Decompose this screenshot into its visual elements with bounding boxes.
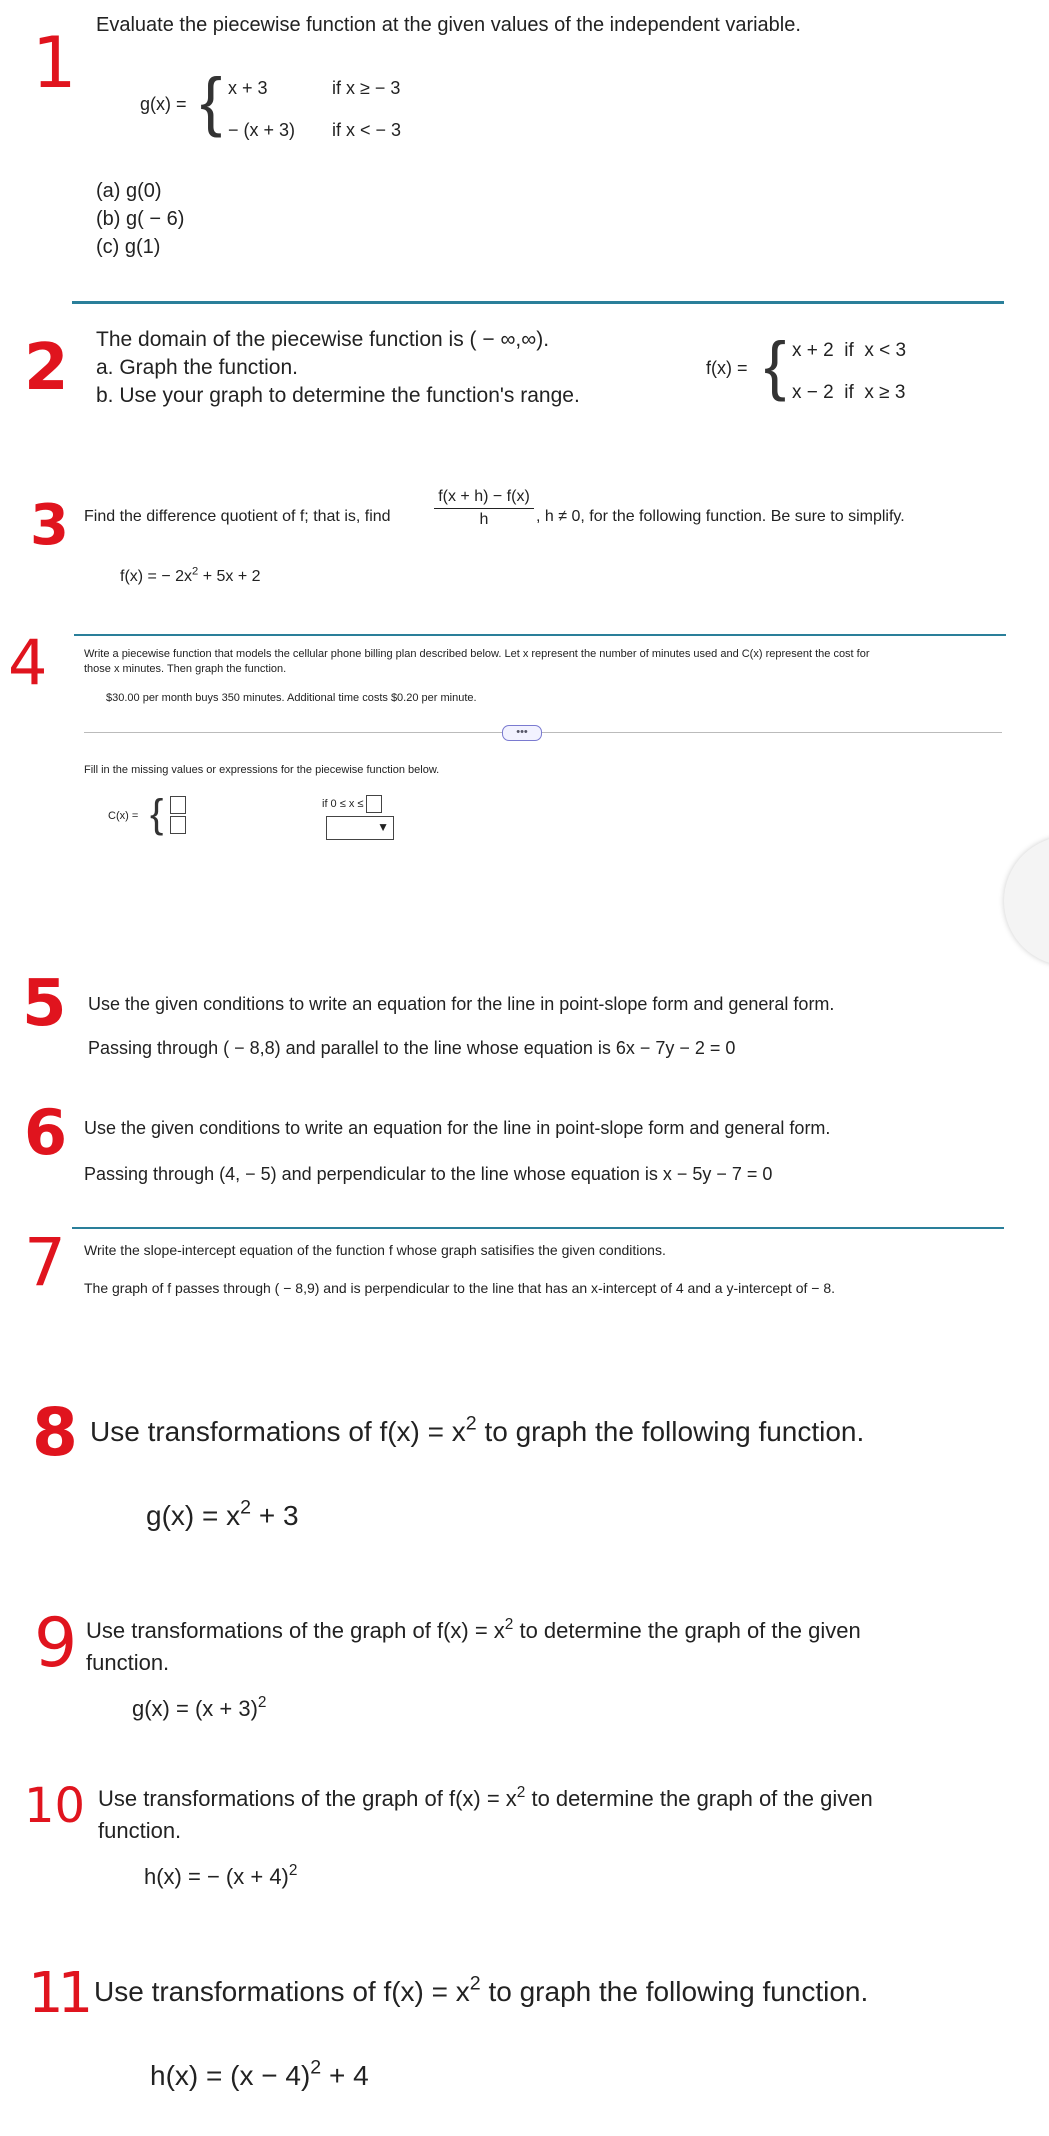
p8-function	[146, 1496, 299, 1532]
p4-case1-condition	[322, 795, 382, 813]
p8-instruction-a: Use transformations of f(x) = x	[90, 1416, 466, 1447]
p10-function-exponent: 2	[288, 1861, 298, 1879]
p9-exponent: 2	[504, 1615, 514, 1633]
problem-number-11: 11	[28, 1961, 88, 2026]
p9-function	[132, 1693, 267, 1722]
problem-number-5: 5	[22, 967, 67, 1041]
p10-line2: function.	[98, 1818, 182, 1843]
p10-instruction	[98, 1783, 873, 1812]
p1-part-a: (a) g(0)	[96, 180, 162, 202]
p3-function-prefix: f(x) = − 2x	[120, 568, 193, 585]
p1-case2-cond: if x < − 3	[332, 120, 402, 140]
problem-number-10: 10	[24, 1778, 86, 1834]
p4-case2-condition-dropdown[interactable]	[326, 816, 394, 840]
p2-brace: {	[764, 328, 787, 402]
p3-numerator: f(x + h) − f(x)	[438, 488, 530, 505]
p8-instruction-b: to graph the following function.	[476, 1416, 865, 1447]
p3-difference-quotient	[434, 488, 534, 529]
p8-exponent: 2	[465, 1412, 477, 1435]
p11-function	[150, 2056, 369, 2092]
problem-number-6: 6	[24, 1096, 68, 1169]
p11-instruction-a: Use transformations of f(x) = x	[94, 1976, 470, 2007]
p1-instruction: Evaluate the piecewise function at the given values of the independent variable.	[96, 14, 801, 36]
p8-function-a: g(x) = x	[146, 1500, 241, 1531]
p1-case1-cond: if x ≥ − 3	[332, 78, 401, 98]
p4-plan: $30.00 per month buys 350 minutes. Additional time costs $0.20 per minute.	[106, 692, 477, 704]
p3-denominator: h	[479, 511, 489, 528]
p11-function-exponent: 2	[310, 2056, 322, 2079]
dropdown-arrow-icon: ▼	[377, 820, 389, 834]
p11-exponent: 2	[469, 1972, 481, 1995]
p2-case2: x − 2 if x ≥ 3	[792, 382, 906, 403]
problem-number-7: 7	[24, 1224, 66, 1301]
divider-3	[72, 1227, 1004, 1229]
p11-instruction	[94, 1972, 869, 2008]
p4-case1-expression-input[interactable]	[170, 796, 186, 814]
p3-text-before: Find the difference quotient of f; that is, find	[84, 508, 391, 525]
p10-function	[144, 1861, 298, 1890]
problem-number-8: 8	[32, 1394, 78, 1471]
p9-instruction-b: to determine the graph of the given	[513, 1618, 861, 1643]
p5-line1: Use the given conditions to write an equation for the line in point-slope form and general form.	[88, 994, 835, 1014]
p9-function-a: g(x) = (x + 3)	[132, 1696, 258, 1721]
p1-part-c: (c) g(1)	[96, 236, 161, 258]
problem-number-2: 2	[24, 331, 69, 405]
p7-line2: The graph of f passes through ( − 8,9) and is perpendicular to the line that has an x-intercept of 4 and a y-intercept of − 8.	[84, 1280, 836, 1296]
p9-line2: function.	[86, 1650, 170, 1675]
p9-function-exponent: 2	[257, 1693, 267, 1711]
p4-brace: {	[150, 792, 164, 836]
p3-function-suffix: + 5x + 2	[198, 568, 261, 585]
p3-function	[120, 565, 261, 586]
p11-function-a: h(x) = (x − 4)	[150, 2060, 311, 2091]
problem-number-4: 4	[8, 626, 48, 699]
divider-2	[74, 634, 1006, 636]
p11-function-b: + 4	[321, 2060, 369, 2091]
problem-number-1: 1	[32, 22, 77, 104]
p8-function-b: + 3	[251, 1500, 299, 1531]
p4-case1-box[interactable]	[170, 796, 186, 814]
p1-case2-expr: − (x + 3)	[228, 120, 296, 140]
expand-more-button[interactable]: •••	[502, 725, 542, 741]
p4-case1-upper-bound-input[interactable]	[366, 795, 382, 813]
p4-case2-box[interactable]	[170, 816, 186, 834]
p10-function-a: h(x) = − (x + 4)	[144, 1864, 289, 1889]
p2-line3: b. Use your graph to determine the function's range.	[96, 384, 580, 407]
p4-line2: those x minutes. Then graph the function.	[84, 663, 287, 675]
p7-line1: Write the slope-intercept equation of the function f whose graph satisifies the given conditions.	[84, 1242, 666, 1258]
p1-part-b: (b) g( − 6)	[96, 208, 185, 230]
p1-case1-expr: x + 3	[228, 78, 268, 98]
p4-case1-condition-text: if 0 ≤ x ≤	[322, 797, 364, 810]
side-scroll-button[interactable]	[1004, 836, 1049, 966]
p9-instruction-a: Use transformations of the graph of f(x) = x	[86, 1618, 505, 1643]
p10-instruction-a: Use transformations of the graph of f(x) = x	[98, 1786, 517, 1811]
p5-line2: Passing through ( − 8,8) and parallel to the line whose equation is 6x − 7y − 2 = 0	[88, 1038, 736, 1058]
p10-exponent: 2	[516, 1783, 526, 1801]
p4-case2-expression-input[interactable]	[170, 816, 186, 834]
p3-text-after: , h ≠ 0, for the following function. Be sure to simplify.	[536, 508, 905, 525]
p6-line1: Use the given conditions to write an equation for the line in point-slope form and general form.	[84, 1118, 831, 1138]
p3-function-exponent: 2	[192, 565, 199, 578]
p2-line1: The domain of the piecewise function is ( − ∞,∞).	[96, 328, 550, 351]
divider-1	[72, 301, 1004, 304]
p4-function-name: C(x) =	[108, 810, 139, 822]
p9-instruction	[86, 1615, 861, 1644]
p4-fill-instruction: Fill in the missing values or expressions for the piecewise function below.	[84, 764, 440, 776]
p2-line2: a. Graph the function.	[96, 356, 298, 379]
p1-brace: {	[200, 64, 223, 138]
p8-function-exponent: 2	[240, 1496, 252, 1519]
problem-number-9: 9	[34, 1604, 78, 1683]
p3-fraction-bar	[434, 508, 534, 509]
p11-instruction-b: to graph the following function.	[480, 1976, 869, 2007]
p4-separator	[84, 732, 1002, 733]
p6-line2: Passing through (4, − 5) and perpendicular to the line whose equation is x − 5y − 7 = 0	[84, 1164, 773, 1184]
p1-function-name: g(x) =	[140, 94, 187, 114]
p2-function-name: f(x) =	[706, 358, 748, 378]
p10-instruction-b: to determine the graph of the given	[525, 1786, 873, 1811]
p8-instruction	[90, 1412, 865, 1448]
p4-line1: Write a piecewise function that models the cellular phone billing plan described below. Let x represent the number of minutes used and C(x) represent the cost for	[84, 648, 870, 660]
p2-case1: x + 2 if x < 3	[792, 340, 907, 361]
problem-number-3: 3	[30, 493, 69, 558]
